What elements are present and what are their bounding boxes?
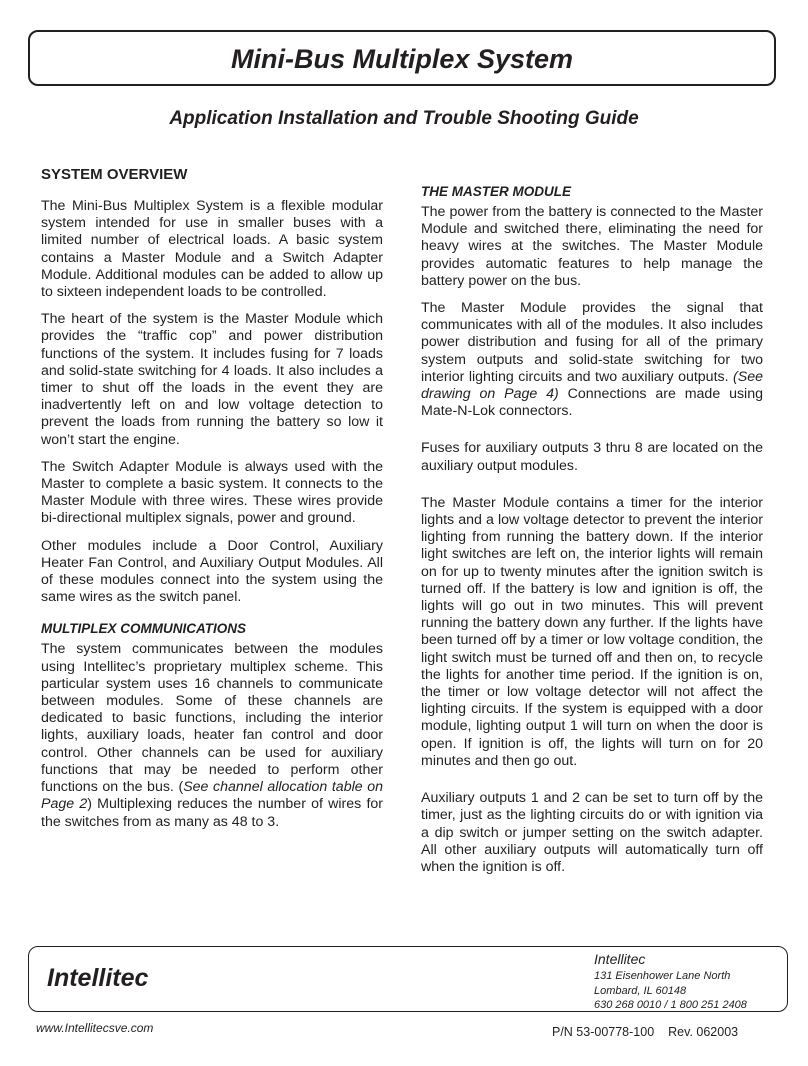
fuses-paragraph: Fuses for auxiliary outputs 3 thru 8 are located on the auxiliary output modules. — [421, 440, 763, 474]
multiplex-paragraph — [41, 641, 383, 830]
multiplex-text-start: The system communicates between the modules using Intellitec’s proprietary multiplex scheme. This particular system uses 16 channels to communicate between modules. Some of these channels are dedicated to basic functions, including the interior lights, auxiliary loads, heater fan control and door control. Other channels can be used for auxiliary functions that may be needed to perform other functions on the bus. ( — [41, 641, 383, 796]
master-paragraph-1: The power from the battery is connected to the Master Module and switched there, eliminating the need for heavy wires at the switches. The Master Module provides automatic features to help manage the battery power on the bus. — [421, 204, 763, 289]
revision: Rev. 062003 — [668, 1025, 739, 1039]
auxiliary-outputs-paragraph: Auxiliary outputs 1 and 2 can be set to turn off by the timer, just as the lighting circuits do or with ignition via a dip switch or jumper setting on the switch adapter. All other auxiliary outputs will automatically turn off when the ignition is off. — [421, 790, 763, 875]
address-line-1: 131 Eisenhower Lane North — [594, 970, 731, 982]
overview-paragraph-3: The Switch Adapter Module is always used with the Master to complete a basic system. It connects to the Master Module with three wires. These wires provide bi-directional multiplex signals, power and ground. — [41, 458, 383, 527]
timer-paragraph: The Master Module contains a timer for the interior lights and a low voltage detector to prevent the interior lighting from running the battery down. If the interior light switches are left on, the interior lights will remain on for up to twenty minutes after the ignition switch is turned off. If the battery is low and ignition is off, the lights will go out in two minutes. This will prevent running the battery down any further. If the lights have been turned off by a timer or low voltage condition, the light switch must be turned off and then on, to recycle the lights for another time period. If the ignition is on, the timer or low voltage detector will not affect the lighting circuits. If the system is equipped with a door module, lighting output 1 will turn on when the door is open. If ignition is off, the lights will turn on for 20 minutes and then go out. — [421, 494, 763, 769]
page-title: Mini-Bus Multiplex System — [230, 44, 574, 74]
master-p2-text-end: Connections are made using Mate-N-Lok connectors. — [421, 386, 763, 420]
overview-paragraph-1: The Mini-Bus Multiplex System is a flexible modular system intended for use in smaller buses with a limited number of electrical loads. A basic system contains a Master Module and a Switch Adapter Module. Additional modules can be added to allow up to sixteen independent loads to be controlled. — [41, 198, 383, 301]
overview-paragraph-2: The heart of the system is the Master Module which provides the “traffic cop” and power distribution functions of the system. It includes fusing for 7 loads and solid-state switching for 4 loads. It also includes a timer to shut off the loads in the event they are inadvertently left on and low voltage detection to prevent the loads from running the battery so low it won’t start the engine. — [41, 311, 383, 448]
brand-logo: Intellitec — [47, 964, 149, 992]
channel-allocation-reference: See channel allocation table on Page 2 — [41, 779, 383, 813]
multiplex-communications-heading: MULTIPLEX COMMUNICATIONS — [41, 621, 246, 637]
phone-numbers: 630 268 0010 / 1 800 251 2408 — [594, 999, 747, 1011]
master-module-heading: THE MASTER MODULE — [421, 184, 571, 199]
master-p2-text-start: The Master Module provides the signal that communicates with all of the modules. It also includes power distribution and fusing for all of the primary system outputs and solid-state switching for two interior lighting circuits and two auxiliary outputs. — [421, 300, 763, 385]
contact-name: Intellitec — [594, 951, 646, 967]
address-line-2: Lombard, IL 60148 — [594, 984, 687, 997]
page-subtitle: Application Installation and Trouble Shooting Guide — [169, 108, 639, 129]
drawing-reference: (See drawing on Page 4) — [421, 368, 763, 403]
overview-paragraph-4: Other modules include a Door Control, Auxiliary Heater Fan Control, and Auxiliary Output Modules. All of these modules connect into the system using the same wires as the switch panel. — [41, 537, 383, 606]
part-number: P/N 53-00778-100 — [552, 1025, 655, 1039]
left-column — [41, 166, 383, 841]
part-number-line — [552, 1025, 738, 1039]
right-column — [421, 183, 763, 886]
website-url: www.Intellitecsve.com — [36, 1021, 154, 1035]
contact-block — [594, 951, 747, 1013]
system-overview-heading: SYSTEM OVERVIEW — [41, 166, 188, 183]
title-box — [28, 30, 776, 86]
master-paragraph-2 — [421, 300, 763, 420]
multiplex-text-end: ) Multiplexing reduces the number of wires for the switches from as many as 48 to 3. — [41, 796, 383, 830]
